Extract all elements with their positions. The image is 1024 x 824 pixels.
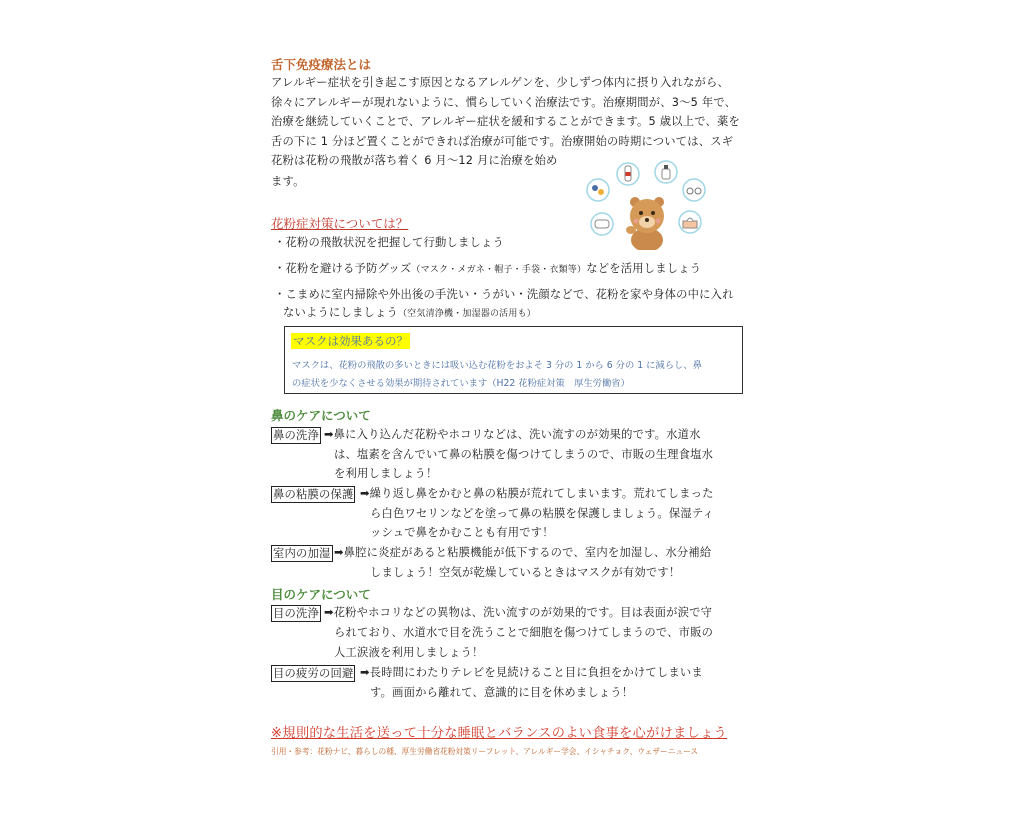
intro-line-6: ます。: [271, 175, 305, 188]
nose-mucosa-line-3: ッシュで鼻をかむことも有用です！: [370, 526, 554, 539]
tissue-icon: [679, 211, 701, 233]
mask-box-body: [292, 357, 737, 393]
eye-wash-line-2: られており、水道水で目を洗うことで細胞を傷つけてしまうので、市販の: [334, 626, 714, 639]
measures-bullet-1: ・花粉の飛散状況を把握して行動しましょう: [274, 236, 504, 249]
bullet-3-small: （空気清浄機・加湿器の活用も）: [397, 309, 536, 319]
mask-box-title: マスクは効果あるの？: [293, 334, 408, 348]
indoor-humidify-line-2: しましょう！空気が乾燥しているときはマスクが有効です！: [370, 566, 681, 579]
mask-info-box: [284, 326, 743, 394]
term-indoor-humidify: 室内の加湿: [273, 547, 331, 560]
nose-wash-line-2: は、塩素を含んでいて鼻の粘膜を傷つけてしまうので、市販の生理食塩水: [334, 447, 714, 461]
eye-care-heading: 目のケアについて: [271, 587, 371, 602]
indoor-humidify-line-1: ➡鼻腔に炎症があると粘膜機能が低下するので、室内を加湿し、水分補給: [334, 546, 712, 559]
nose-mucosa-line-1: ➡繰り返し鼻をかむと鼻の粘膜が荒れてしまいます。荒れてしまった: [360, 487, 714, 500]
intro-line-3: 治療を継続していくことで、アレルギー症状を緩和することができます。5 歳以上で、薬を: [271, 115, 740, 128]
eye-wash-line-1: ➡花粉やホコリなどの異物は、洗い流すのが効果的です。目は表面が涙で守: [324, 606, 713, 619]
eye-fatigue-line-1: ➡長時間にわたりテレビを見続けること目に負担をかけてしまいま: [360, 666, 703, 679]
eye-fatigue-line-2: す。画面から離れて、意識的に目を休めましょう！: [370, 685, 634, 699]
intro-line-5: 花粉は花粉の飛散が落ち着く 6 月〜12 月に治療を始め: [271, 154, 558, 167]
closing-advice: ※規則的な生活を送って十分な睡眠とバランスのよい食事を心がけましょう: [271, 726, 728, 741]
nose-wash-line-3: を利用しましょう！: [334, 467, 438, 480]
nose-mucosa-line-2: ら白色ワセリンなどを塗って鼻の粘膜を保護しましょう。保湿ティ: [370, 506, 715, 520]
term-nose-mucosa-protection: 鼻の粘膜の保護: [273, 488, 354, 501]
mask-box-line-2: の症状を少なくさせる効果が期待されています（H22 花粉症対策 厚生労働省）: [292, 378, 630, 389]
intro-line-2: 徐々にアレルギーが現れないように、慣らしていく治療法です。治療期間が、3〜5 年で、: [271, 95, 737, 109]
mask-box-line-1: マスクは、花粉の飛散の多いときには吸い込む花粉をおよそ 3 分の 1 から 6 分の 1 に減らし、鼻: [292, 360, 702, 371]
measures-heading: 花粉症対策については？: [271, 216, 409, 231]
intro-heading: 舌下免疫療法とは: [271, 57, 372, 72]
measures-bullet-2: [274, 259, 701, 281]
references: 引用・参考：花粉ナビ、暮らしの種、厚生労働省花粉対策リーフレット、アレルギー学会、イシャチョク、ウェザーニュース: [271, 747, 699, 756]
intro-line-4: 舌の下に 1 分ほど置くことができれば治療が可能です。治療開始の時期については、スギ: [271, 134, 734, 148]
bear-icon: [626, 197, 664, 250]
pills-icon: [587, 179, 609, 201]
term-eye-fatigue-avoid: 目の疲労の回避: [273, 667, 354, 680]
spray-icon: [655, 161, 677, 183]
measures-bullet-3-line-2: [283, 303, 536, 325]
bullet-3-main: ないようにしましょう: [283, 306, 398, 319]
bullet-2-small: （マスク・メガネ・帽子・手袋・衣類等）: [411, 265, 587, 275]
nose-wash-line-1: ➡鼻に入り込んだ花粉やホコリなどは、洗い流すのが効果的です。水道水: [324, 428, 701, 441]
intro-line-1: アレルギー症状を引き起こす原因となるアレルゲンを、少しずつ体内に摂り入れながら、: [271, 76, 729, 89]
measures-bullet-3-line-1: ・こまめに室内掃除や外出後の手洗い・うがい・洗顔などで、花粉を家や身体の中に入れ: [274, 288, 734, 301]
glasses-icon: [683, 179, 705, 201]
bullet-2-main: ・花粉を避ける予防グッズ: [274, 262, 412, 275]
mask-icon: [591, 213, 613, 235]
nose-care-heading: 鼻のケアについて: [271, 408, 371, 423]
term-eye-wash: 目の洗浄: [273, 607, 319, 620]
bottle-icon: [617, 163, 639, 185]
bullet-2-end: などを活用しましょう: [586, 262, 702, 275]
bear-with-pollen-goods-illustration: [584, 160, 710, 250]
term-nose-wash: 鼻の洗浄: [273, 429, 319, 442]
eye-wash-line-3: 人工涙液を利用しましょう！: [334, 645, 484, 659]
